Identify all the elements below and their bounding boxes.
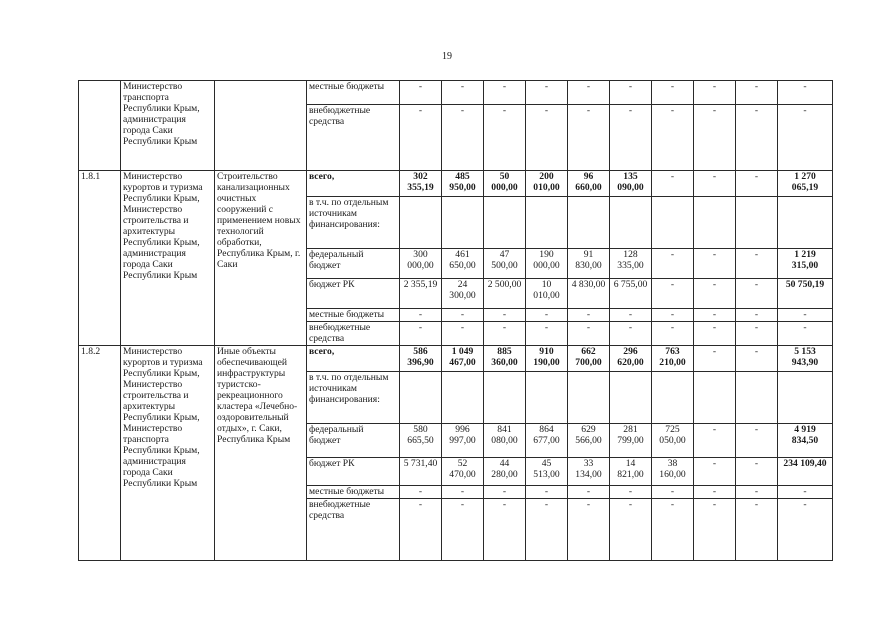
cell-value: - <box>484 486 526 499</box>
cell-value <box>652 197 694 249</box>
cell-value: 1 049 467,00 <box>442 346 484 372</box>
table-row <box>79 171 833 197</box>
cell-value: 91 830,00 <box>568 249 610 279</box>
cell-value: 2 500,00 <box>484 279 526 309</box>
source-label: всего, <box>307 171 400 197</box>
cell-total: 1 219 315,00 <box>778 249 833 279</box>
cell-value: - <box>778 322 833 346</box>
source-label: федеральный бюджет <box>307 424 400 458</box>
source-label: местные бюджеты <box>307 81 400 105</box>
cell-value: - <box>778 486 833 499</box>
executor-cell: Министерство курортов и туризма Республики Крым, Министерство строительства и архитектуры Республики Крым, администрация города Саки Республики Крым <box>121 171 215 346</box>
cell-value: 24 300,00 <box>442 279 484 309</box>
cell-value: - <box>778 81 833 105</box>
cont-executor-cell: Министерство транспорта Республики Крым, администрация города Саки Республики Крым <box>121 81 215 171</box>
cell-value: 6 755,00 <box>610 279 652 309</box>
cell-value: - <box>736 424 778 458</box>
cell-value: 135 090,00 <box>610 171 652 197</box>
cell-value: - <box>736 249 778 279</box>
cell-value: 302 355,19 <box>400 171 442 197</box>
cell-value: - <box>694 81 736 105</box>
cell-value: - <box>568 81 610 105</box>
cell-value: 4 830,00 <box>568 279 610 309</box>
cell-value: - <box>778 499 833 561</box>
cell-value: 44 280,00 <box>484 458 526 486</box>
object-cell: Строительство канализационных очистных сооружений с применением новых технологий обработки, Республика Крым, г. Саки <box>215 171 307 346</box>
cell-value: - <box>694 346 736 372</box>
cell-value: - <box>526 322 568 346</box>
cell-value: 45 513,00 <box>526 458 568 486</box>
cell-value <box>610 197 652 249</box>
cell-value: - <box>484 81 526 105</box>
cell-value: - <box>694 309 736 322</box>
source-label: местные бюджеты <box>307 309 400 322</box>
cell-value: 300 000,00 <box>400 249 442 279</box>
cell-value: 864 677,00 <box>526 424 568 458</box>
cell-value <box>568 197 610 249</box>
cell-value: 629 566,00 <box>568 424 610 458</box>
cell-value: - <box>652 249 694 279</box>
cell-value: - <box>568 322 610 346</box>
cell-value: - <box>736 322 778 346</box>
cell-value: - <box>568 105 610 171</box>
cell-value <box>694 197 736 249</box>
cell-value: - <box>736 499 778 561</box>
cell-value: - <box>736 486 778 499</box>
cell-value: - <box>568 486 610 499</box>
cell-value: - <box>442 105 484 171</box>
cell-value <box>610 372 652 424</box>
cell-value: - <box>484 105 526 171</box>
cell-value: 96 660,00 <box>568 171 610 197</box>
cell-total: 50 750,19 <box>778 279 833 309</box>
source-label: бюджет РК <box>307 458 400 486</box>
cell-value: - <box>526 499 568 561</box>
source-label: в т.ч. по отдельным источникам финансирования: <box>307 197 400 249</box>
cell-value: - <box>442 309 484 322</box>
cell-value <box>484 197 526 249</box>
cell-total: 234 109,40 <box>778 458 833 486</box>
cell-value: - <box>694 171 736 197</box>
cell-value: 910 190,00 <box>526 346 568 372</box>
cell-value: - <box>736 105 778 171</box>
cont-object-cell <box>215 81 307 171</box>
source-label: в т.ч. по отдельным источникам финансирования: <box>307 372 400 424</box>
cell-value <box>400 197 442 249</box>
cell-value <box>778 372 833 424</box>
cell-value: - <box>400 309 442 322</box>
cell-value <box>442 372 484 424</box>
cell-value: - <box>484 499 526 561</box>
cell-value: - <box>610 81 652 105</box>
cell-value: - <box>652 309 694 322</box>
cell-value: 485 950,00 <box>442 171 484 197</box>
cell-value: - <box>736 171 778 197</box>
table-row <box>79 346 833 372</box>
cell-value <box>694 372 736 424</box>
source-label: федеральный бюджет <box>307 249 400 279</box>
cell-value: - <box>694 279 736 309</box>
cell-total: 1 270 065,19 <box>778 171 833 197</box>
cell-value: - <box>610 105 652 171</box>
cell-value: - <box>400 486 442 499</box>
cell-value: 128 335,00 <box>610 249 652 279</box>
cell-value: - <box>652 486 694 499</box>
page-number: 19 <box>442 51 452 62</box>
cell-value: - <box>400 322 442 346</box>
cell-value <box>736 372 778 424</box>
cell-value: 725 050,00 <box>652 424 694 458</box>
cell-value: - <box>778 105 833 171</box>
cell-value: - <box>400 499 442 561</box>
cell-value: - <box>610 309 652 322</box>
cell-value: - <box>736 458 778 486</box>
cell-value: 38 160,00 <box>652 458 694 486</box>
cell-value: - <box>736 279 778 309</box>
cell-value: 662 700,00 <box>568 346 610 372</box>
row-number: 1.8.2 <box>79 346 121 561</box>
cell-value: 190 000,00 <box>526 249 568 279</box>
cell-value: - <box>652 279 694 309</box>
cell-value: 33 134,00 <box>568 458 610 486</box>
cell-value <box>442 197 484 249</box>
cell-value <box>568 372 610 424</box>
cell-value: - <box>652 105 694 171</box>
cell-value: - <box>694 458 736 486</box>
cell-value: 885 360,00 <box>484 346 526 372</box>
cell-value <box>526 197 568 249</box>
cell-value: 50 000,00 <box>484 171 526 197</box>
cell-total: 5 153 943,90 <box>778 346 833 372</box>
cell-value: 5 731,40 <box>400 458 442 486</box>
cell-value: - <box>778 309 833 322</box>
row-number: 1.8.1 <box>79 171 121 346</box>
source-label: бюджет РК <box>307 279 400 309</box>
cell-value: - <box>610 486 652 499</box>
cell-value: - <box>694 499 736 561</box>
cell-value: - <box>442 499 484 561</box>
cell-value: - <box>568 499 610 561</box>
cell-value: 586 396,90 <box>400 346 442 372</box>
cell-value: 763 210,00 <box>652 346 694 372</box>
cell-value: - <box>736 309 778 322</box>
cell-value: - <box>694 486 736 499</box>
budget-table <box>78 80 833 561</box>
cell-value: - <box>736 81 778 105</box>
cell-value <box>484 372 526 424</box>
cell-value: 461 650,00 <box>442 249 484 279</box>
executor-cell: Министерство курортов и туризма Республики Крым, Министерство строительства и архитектуры Республики Крым, Министерство транспорта Республики Крым, администрация города Саки Республики Крым <box>121 346 215 561</box>
cell-value: - <box>652 171 694 197</box>
cell-value: 14 821,00 <box>610 458 652 486</box>
cell-value: - <box>652 81 694 105</box>
cell-value <box>652 372 694 424</box>
source-label: внебюджетные средства <box>307 105 400 171</box>
object-cell: Иные объекты обеспечивающей инфраструктуры туристско-рекреационного кластера «Лечебно-оздоровительный отдых», г. Саки, Республика Крым <box>215 346 307 561</box>
cell-value: - <box>694 424 736 458</box>
cell-value: - <box>526 309 568 322</box>
cell-value: - <box>400 105 442 171</box>
cell-value: - <box>442 486 484 499</box>
cell-total: 4 919 834,50 <box>778 424 833 458</box>
source-label: всего, <box>307 346 400 372</box>
cell-value <box>526 372 568 424</box>
source-label: внебюджетные средства <box>307 499 400 561</box>
cell-value: 47 500,00 <box>484 249 526 279</box>
cont-num-cell <box>79 81 121 171</box>
cell-value: - <box>694 322 736 346</box>
cell-value: - <box>694 105 736 171</box>
cell-value: - <box>400 81 442 105</box>
cell-value: - <box>568 309 610 322</box>
cell-value: - <box>442 81 484 105</box>
cell-value: - <box>652 499 694 561</box>
cell-value <box>736 197 778 249</box>
table-row <box>79 81 833 105</box>
cell-value: 2 355,19 <box>400 279 442 309</box>
cell-value <box>778 197 833 249</box>
cell-value: 10 010,00 <box>526 279 568 309</box>
cell-value: - <box>610 499 652 561</box>
cell-value: - <box>652 322 694 346</box>
cell-value: - <box>610 322 652 346</box>
cell-value: - <box>736 346 778 372</box>
cell-value: 996 997,00 <box>442 424 484 458</box>
cell-value: - <box>484 322 526 346</box>
cell-value: 841 080,00 <box>484 424 526 458</box>
cell-value: 281 799,00 <box>610 424 652 458</box>
source-label: местные бюджеты <box>307 486 400 499</box>
cell-value: 52 470,00 <box>442 458 484 486</box>
cell-value: 296 620,00 <box>610 346 652 372</box>
cell-value: - <box>526 105 568 171</box>
cell-value: - <box>526 486 568 499</box>
cell-value: - <box>526 81 568 105</box>
cell-value: - <box>484 309 526 322</box>
cell-value: 200 010,00 <box>526 171 568 197</box>
cell-value: 580 665,50 <box>400 424 442 458</box>
cell-value <box>400 372 442 424</box>
cell-value: - <box>442 322 484 346</box>
source-label: внебюджетные средства <box>307 322 400 346</box>
cell-value: - <box>694 249 736 279</box>
